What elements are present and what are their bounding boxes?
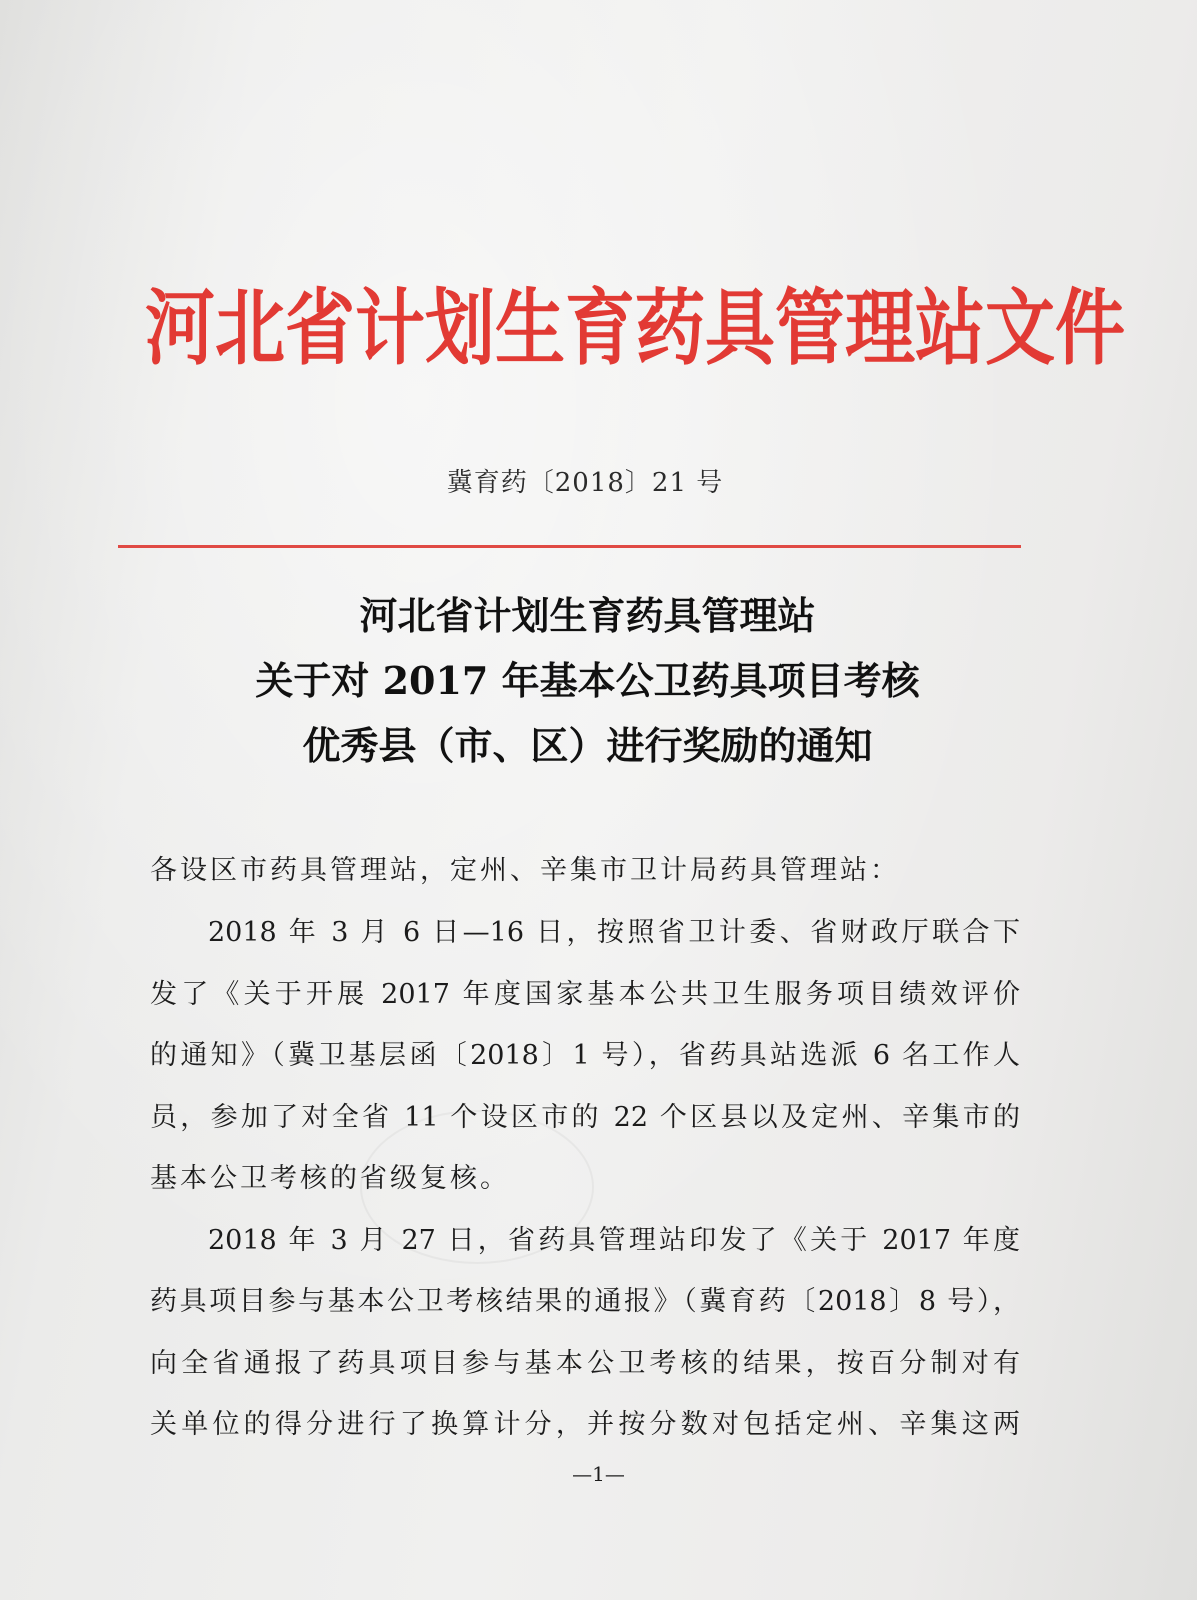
salutation: 各设区市药具管理站，定州、辛集市卫计局药具管理站：	[150, 855, 900, 886]
title-line: 优秀县（市、区）进行奖励的通知	[302, 723, 873, 768]
body-line: 向全省通报了药具项目参与基本公卫考核的结果，按百分制对有	[150, 1347, 1020, 1379]
body-line: 发了《关于开展 2017 年度国家基本公共卫生服务项目绩效评价	[150, 978, 1020, 1010]
document-number: 冀育药〔2018〕21 号	[446, 468, 724, 498]
body-line: 的通知》（冀卫基层函〔2018〕1 号），省药具站选派 6 名工作人	[150, 1040, 1020, 1071]
body-line: 员，参加了对全省 11 个设区市的 22 个区县以及定州、辛集市的	[150, 1101, 1020, 1133]
header-divider-rule	[118, 545, 1021, 548]
page-number: —1—	[572, 1462, 625, 1486]
body-line: 基本公卫考核的省级复核。	[150, 1163, 510, 1194]
body-line: 药具项目参与基本公卫考核结果的通报》（冀育药〔2018〕8 号），	[150, 1286, 1020, 1317]
notice-title	[0, 583, 1175, 778]
body-text	[150, 908, 1020, 1462]
body-line: 2018 年 3 月 27 日，省药具管理站印发了《关于 2017 年度	[208, 1224, 1020, 1256]
body-line: 关单位的得分进行了换算计分，并按分数对包括定州、辛集这两	[150, 1409, 1020, 1440]
body-line: 2018 年 3 月 6 日—16 日，按照省卫计委、省财政厅联合下	[208, 917, 1020, 948]
title-line: 河北省计划生育药具管理站	[359, 593, 816, 638]
title-line: 关于对 2017 年基本公卫药具项目考核	[255, 658, 920, 703]
document-header: 河北省计划生育药具管理站文件	[145, 278, 1125, 377]
